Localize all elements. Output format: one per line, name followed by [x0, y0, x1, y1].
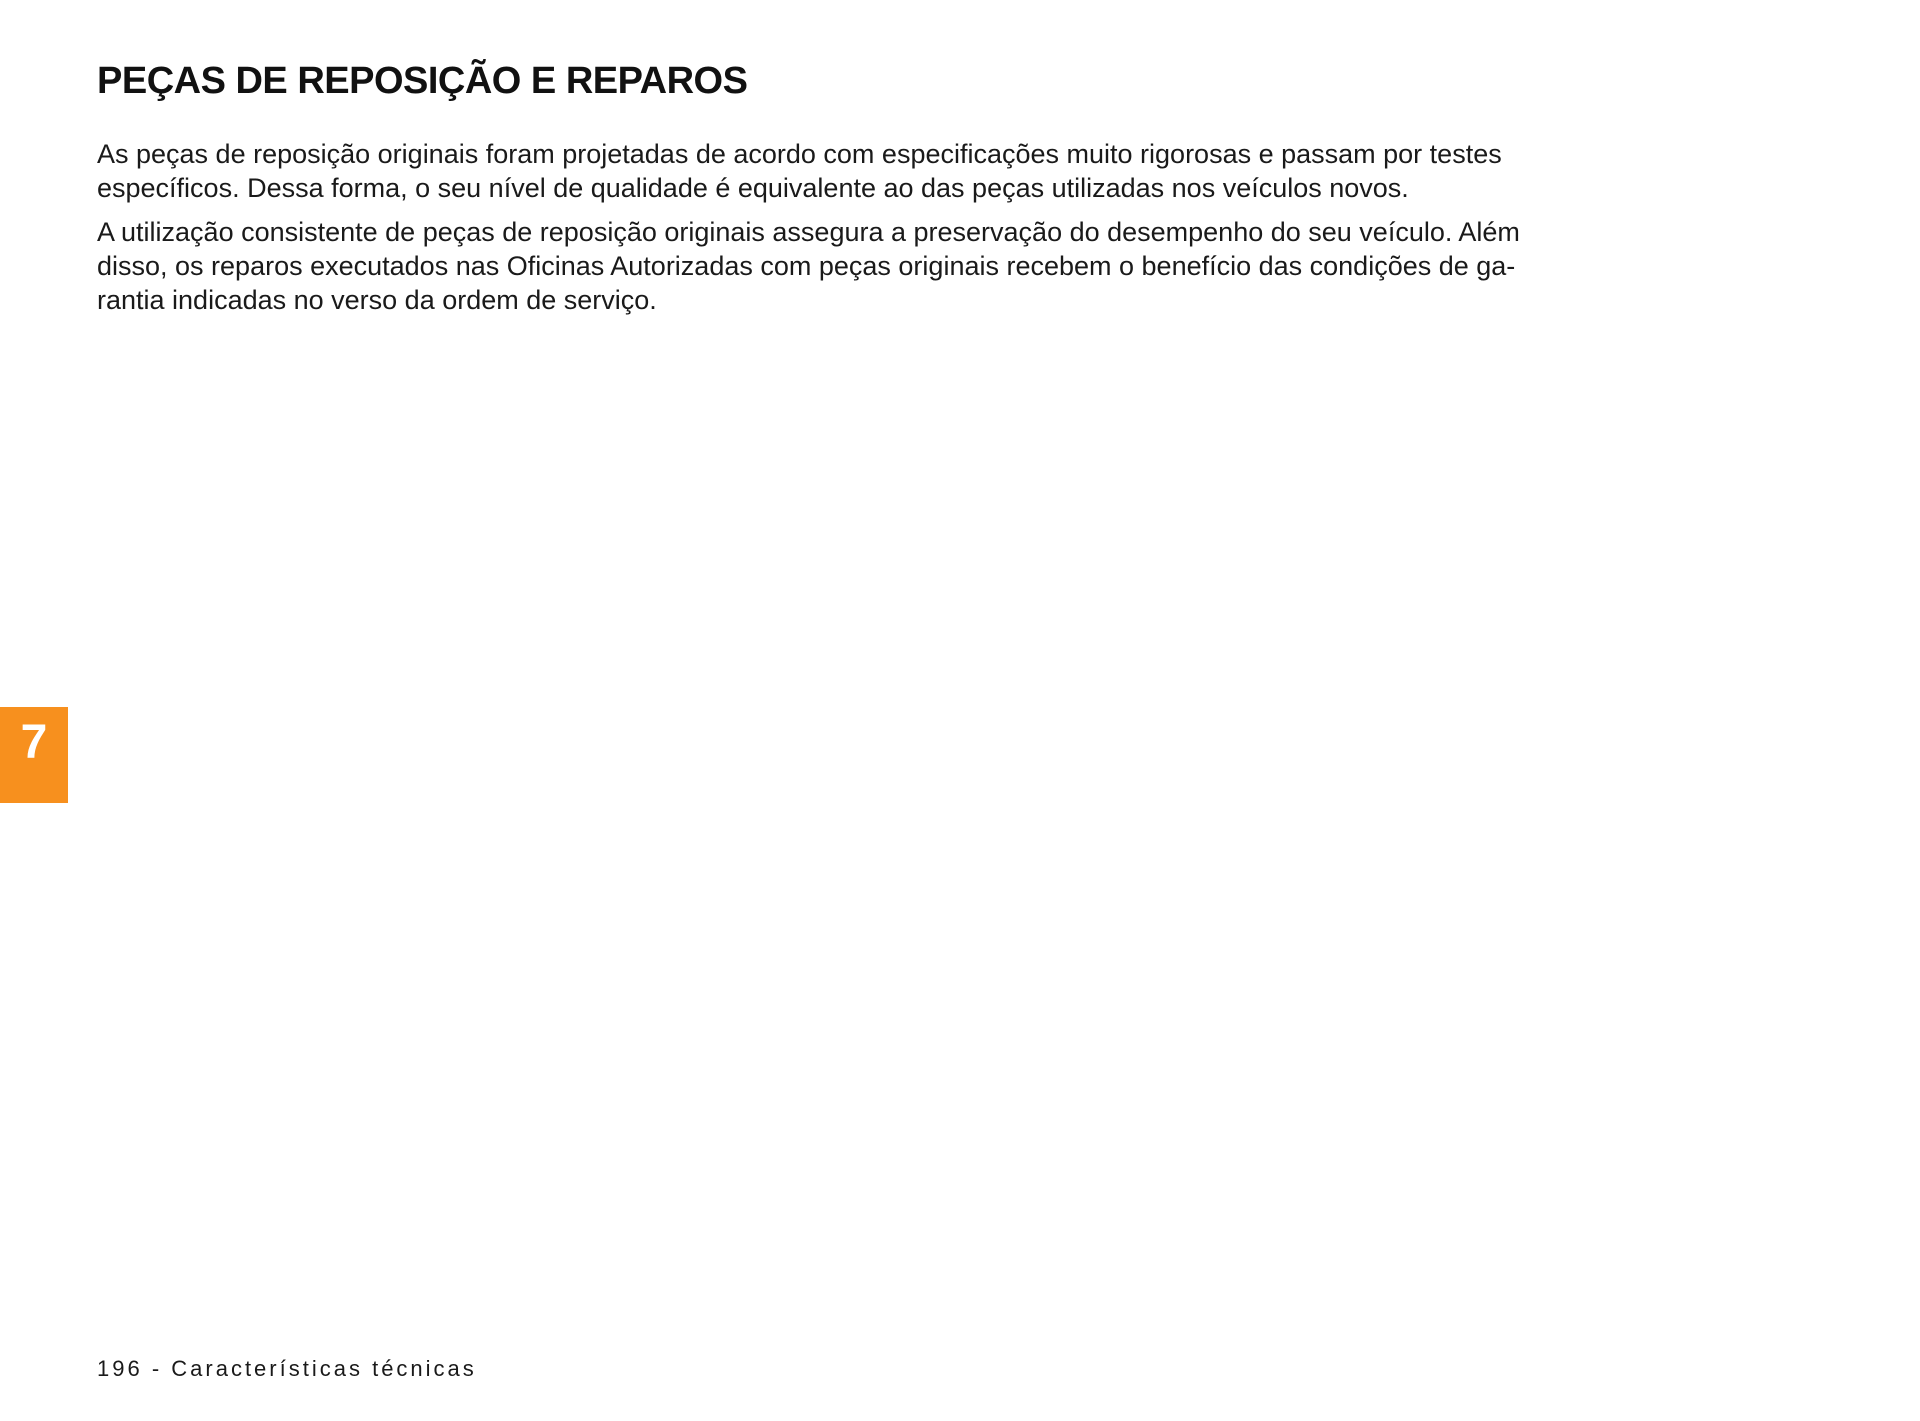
body-text [97, 137, 1817, 327]
page-footer: 196 - Características técnicas [97, 1356, 477, 1381]
paragraph-line: rantia indicadas no verso da ordem de serviço. [97, 285, 657, 315]
paragraph-line: As peças de reposição originais foram projetadas de acordo com especificações muito rigorosas e passam por testes [97, 139, 1502, 169]
paragraph-original-parts [97, 137, 1817, 205]
paragraph-line: A utilização consistente de peças de reposição originais assegura a preservação do desempenho do seu veículo. Além [97, 217, 1520, 247]
paragraph-warranty [97, 215, 1817, 317]
paragraph-line: específicos. Dessa forma, o seu nível de qualidade é equivalente ao das peças utilizadas nos veículos novos. [97, 173, 1409, 203]
chapter-number: 7 [20, 716, 48, 769]
page-title: PEÇAS DE REPOSIÇÃO E REPAROS [97, 60, 748, 102]
chapter-tab [0, 707, 68, 803]
paragraph-line: disso, os reparos executados nas Oficinas Autorizadas com peças originais recebem o benefício das condições de ga- [97, 251, 1516, 281]
